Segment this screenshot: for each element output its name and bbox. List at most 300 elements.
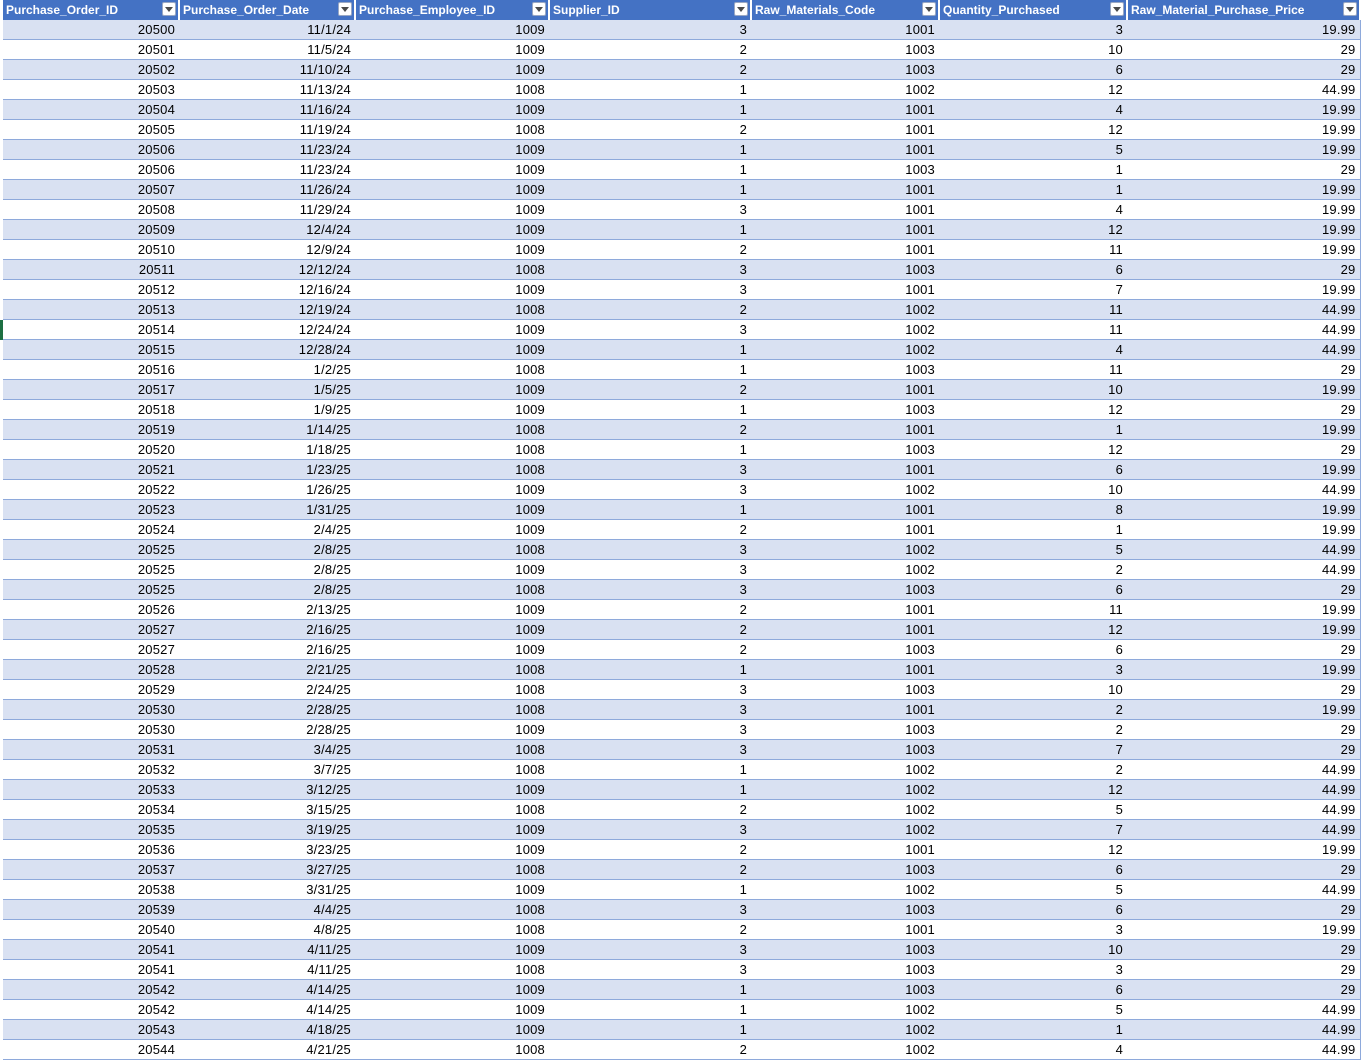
cell-purchase-employee-id[interactable]: 1009 xyxy=(355,720,549,740)
cell-raw-material-purchase-price[interactable]: 19.99 xyxy=(1127,500,1360,520)
cell-purchase-order-id[interactable]: 20542 xyxy=(3,1000,179,1020)
cell-purchase-employee-id[interactable]: 1009 xyxy=(355,780,549,800)
cell-purchase-order-id[interactable]: 20519 xyxy=(3,420,179,440)
cell-quantity-purchased[interactable]: 12 xyxy=(939,440,1127,460)
cell-purchase-employee-id[interactable]: 1009 xyxy=(355,20,549,40)
cell-quantity-purchased[interactable]: 7 xyxy=(939,280,1127,300)
cell-raw-material-purchase-price[interactable]: 29 xyxy=(1127,720,1360,740)
cell-raw-materials-code[interactable]: 1003 xyxy=(751,900,939,920)
cell-purchase-employee-id[interactable]: 1008 xyxy=(355,860,549,880)
cell-quantity-purchased[interactable]: 3 xyxy=(939,920,1127,940)
cell-quantity-purchased[interactable]: 11 xyxy=(939,300,1127,320)
cell-purchase-order-id[interactable]: 20535 xyxy=(3,820,179,840)
column-header-raw-material-purchase-price[interactable] xyxy=(1127,0,1360,20)
cell-purchase-order-id[interactable]: 20525 xyxy=(3,580,179,600)
cell-purchase-order-date[interactable]: 2/13/25 xyxy=(179,600,355,620)
cell-supplier-id[interactable]: 3 xyxy=(549,720,751,740)
cell-raw-materials-code[interactable]: 1001 xyxy=(751,460,939,480)
table-row[interactable] xyxy=(3,160,1360,180)
cell-quantity-purchased[interactable]: 2 xyxy=(939,760,1127,780)
cell-quantity-purchased[interactable]: 5 xyxy=(939,1000,1127,1020)
cell-quantity-purchased[interactable]: 4 xyxy=(939,100,1127,120)
cell-purchase-order-id[interactable]: 20527 xyxy=(3,640,179,660)
cell-purchase-order-id[interactable]: 20538 xyxy=(3,880,179,900)
cell-purchase-employee-id[interactable]: 1008 xyxy=(355,960,549,980)
table-row[interactable] xyxy=(3,880,1360,900)
cell-supplier-id[interactable]: 2 xyxy=(549,120,751,140)
cell-purchase-order-date[interactable]: 11/26/24 xyxy=(179,180,355,200)
cell-purchase-order-date[interactable]: 2/16/25 xyxy=(179,640,355,660)
cell-purchase-order-id[interactable]: 20523 xyxy=(3,500,179,520)
cell-purchase-employee-id[interactable]: 1009 xyxy=(355,400,549,420)
cell-supplier-id[interactable]: 3 xyxy=(549,680,751,700)
cell-quantity-purchased[interactable]: 6 xyxy=(939,860,1127,880)
cell-quantity-purchased[interactable]: 6 xyxy=(939,980,1127,1000)
cell-raw-materials-code[interactable]: 1001 xyxy=(751,600,939,620)
cell-supplier-id[interactable]: 1 xyxy=(549,1000,751,1020)
cell-purchase-order-id[interactable]: 20530 xyxy=(3,700,179,720)
cell-quantity-purchased[interactable]: 6 xyxy=(939,260,1127,280)
table-row[interactable] xyxy=(3,60,1360,80)
cell-raw-material-purchase-price[interactable]: 29 xyxy=(1127,160,1360,180)
cell-raw-materials-code[interactable]: 1003 xyxy=(751,440,939,460)
table-row[interactable] xyxy=(3,420,1360,440)
cell-purchase-order-id[interactable]: 20542 xyxy=(3,980,179,1000)
cell-purchase-order-id[interactable]: 20506 xyxy=(3,140,179,160)
cell-raw-materials-code[interactable]: 1003 xyxy=(751,980,939,1000)
cell-raw-material-purchase-price[interactable]: 19.99 xyxy=(1127,520,1360,540)
cell-raw-material-purchase-price[interactable]: 29 xyxy=(1127,40,1360,60)
cell-quantity-purchased[interactable]: 5 xyxy=(939,140,1127,160)
cell-raw-materials-code[interactable]: 1003 xyxy=(751,640,939,660)
cell-raw-materials-code[interactable]: 1002 xyxy=(751,780,939,800)
cell-quantity-purchased[interactable]: 1 xyxy=(939,520,1127,540)
cell-raw-materials-code[interactable]: 1001 xyxy=(751,700,939,720)
table-row[interactable] xyxy=(3,500,1360,520)
cell-raw-material-purchase-price[interactable]: 29 xyxy=(1127,860,1360,880)
cell-raw-material-purchase-price[interactable]: 44.99 xyxy=(1127,300,1360,320)
cell-raw-materials-code[interactable]: 1001 xyxy=(751,840,939,860)
cell-purchase-employee-id[interactable]: 1009 xyxy=(355,480,549,500)
cell-purchase-order-date[interactable]: 2/24/25 xyxy=(179,680,355,700)
cell-quantity-purchased[interactable]: 12 xyxy=(939,120,1127,140)
cell-purchase-order-id[interactable]: 20527 xyxy=(3,620,179,640)
cell-purchase-order-date[interactable]: 1/5/25 xyxy=(179,380,355,400)
cell-raw-materials-code[interactable]: 1001 xyxy=(751,500,939,520)
cell-purchase-employee-id[interactable]: 1009 xyxy=(355,600,549,620)
table-row[interactable] xyxy=(3,300,1360,320)
cell-supplier-id[interactable]: 1 xyxy=(549,360,751,380)
cell-purchase-employee-id[interactable]: 1009 xyxy=(355,1020,549,1040)
table-row[interactable] xyxy=(3,700,1360,720)
cell-quantity-purchased[interactable]: 2 xyxy=(939,720,1127,740)
cell-purchase-order-id[interactable]: 20536 xyxy=(3,840,179,860)
cell-supplier-id[interactable]: 3 xyxy=(549,20,751,40)
cell-purchase-order-date[interactable]: 3/23/25 xyxy=(179,840,355,860)
cell-quantity-purchased[interactable]: 6 xyxy=(939,640,1127,660)
cell-purchase-order-id[interactable]: 20541 xyxy=(3,940,179,960)
cell-purchase-employee-id[interactable]: 1009 xyxy=(355,880,549,900)
cell-raw-material-purchase-price[interactable]: 19.99 xyxy=(1127,460,1360,480)
column-header-purchase-employee-id[interactable] xyxy=(355,0,549,20)
cell-raw-material-purchase-price[interactable]: 29 xyxy=(1127,400,1360,420)
cell-purchase-order-id[interactable]: 20501 xyxy=(3,40,179,60)
cell-raw-materials-code[interactable]: 1002 xyxy=(751,1020,939,1040)
cell-supplier-id[interactable]: 3 xyxy=(549,280,751,300)
cell-purchase-employee-id[interactable]: 1009 xyxy=(355,520,549,540)
cell-supplier-id[interactable]: 1 xyxy=(549,760,751,780)
cell-raw-material-purchase-price[interactable]: 19.99 xyxy=(1127,700,1360,720)
cell-purchase-employee-id[interactable]: 1008 xyxy=(355,120,549,140)
cell-purchase-order-date[interactable]: 12/28/24 xyxy=(179,340,355,360)
cell-quantity-purchased[interactable]: 6 xyxy=(939,460,1127,480)
cell-quantity-purchased[interactable]: 4 xyxy=(939,1040,1127,1060)
cell-raw-materials-code[interactable]: 1002 xyxy=(751,300,939,320)
cell-purchase-employee-id[interactable]: 1009 xyxy=(355,1000,549,1020)
cell-purchase-order-date[interactable]: 12/12/24 xyxy=(179,260,355,280)
cell-purchase-order-id[interactable]: 20517 xyxy=(3,380,179,400)
cell-raw-material-purchase-price[interactable]: 44.99 xyxy=(1127,780,1360,800)
cell-quantity-purchased[interactable]: 2 xyxy=(939,560,1127,580)
cell-raw-materials-code[interactable]: 1001 xyxy=(751,620,939,640)
cell-purchase-order-id[interactable]: 20518 xyxy=(3,400,179,420)
cell-quantity-purchased[interactable]: 10 xyxy=(939,40,1127,60)
cell-purchase-order-id[interactable]: 20508 xyxy=(3,200,179,220)
table-row[interactable] xyxy=(3,480,1360,500)
table-row[interactable] xyxy=(3,340,1360,360)
table-row[interactable] xyxy=(3,120,1360,140)
cell-raw-material-purchase-price[interactable]: 29 xyxy=(1127,580,1360,600)
cell-raw-materials-code[interactable]: 1003 xyxy=(751,60,939,80)
cell-purchase-order-date[interactable]: 1/31/25 xyxy=(179,500,355,520)
cell-quantity-purchased[interactable]: 8 xyxy=(939,500,1127,520)
cell-purchase-employee-id[interactable]: 1009 xyxy=(355,180,549,200)
cell-purchase-employee-id[interactable]: 1008 xyxy=(355,440,549,460)
cell-raw-material-purchase-price[interactable]: 44.99 xyxy=(1127,760,1360,780)
column-header-supplier-id[interactable] xyxy=(549,0,751,20)
cell-raw-material-purchase-price[interactable]: 19.99 xyxy=(1127,200,1360,220)
cell-purchase-employee-id[interactable]: 1009 xyxy=(355,40,549,60)
cell-supplier-id[interactable]: 1 xyxy=(549,780,751,800)
cell-raw-material-purchase-price[interactable]: 19.99 xyxy=(1127,380,1360,400)
cell-purchase-order-id[interactable]: 20530 xyxy=(3,720,179,740)
cell-raw-materials-code[interactable]: 1001 xyxy=(751,100,939,120)
table-row[interactable] xyxy=(3,620,1360,640)
cell-raw-materials-code[interactable]: 1001 xyxy=(751,140,939,160)
cell-supplier-id[interactable]: 3 xyxy=(549,940,751,960)
cell-raw-material-purchase-price[interactable]: 19.99 xyxy=(1127,120,1360,140)
cell-raw-materials-code[interactable]: 1001 xyxy=(751,240,939,260)
cell-purchase-order-id[interactable]: 20504 xyxy=(3,100,179,120)
cell-raw-material-purchase-price[interactable]: 44.99 xyxy=(1127,820,1360,840)
table-row[interactable] xyxy=(3,940,1360,960)
cell-purchase-order-date[interactable]: 12/16/24 xyxy=(179,280,355,300)
cell-purchase-order-date[interactable]: 3/7/25 xyxy=(179,760,355,780)
table-row[interactable] xyxy=(3,560,1360,580)
column-header-purchase-order-id[interactable] xyxy=(3,0,179,20)
cell-supplier-id[interactable]: 3 xyxy=(549,820,751,840)
cell-supplier-id[interactable]: 1 xyxy=(549,160,751,180)
cell-quantity-purchased[interactable]: 11 xyxy=(939,240,1127,260)
table-row[interactable] xyxy=(3,540,1360,560)
cell-purchase-employee-id[interactable]: 1009 xyxy=(355,60,549,80)
cell-raw-materials-code[interactable]: 1001 xyxy=(751,660,939,680)
cell-purchase-employee-id[interactable]: 1009 xyxy=(355,320,549,340)
cell-purchase-order-id[interactable]: 20511 xyxy=(3,260,179,280)
cell-purchase-order-id[interactable]: 20537 xyxy=(3,860,179,880)
cell-purchase-order-date[interactable]: 11/23/24 xyxy=(179,140,355,160)
cell-supplier-id[interactable]: 1 xyxy=(549,220,751,240)
cell-raw-material-purchase-price[interactable]: 44.99 xyxy=(1127,320,1360,340)
cell-purchase-employee-id[interactable]: 1008 xyxy=(355,300,549,320)
table-row[interactable] xyxy=(3,1040,1360,1060)
cell-raw-material-purchase-price[interactable]: 44.99 xyxy=(1127,540,1360,560)
cell-purchase-order-date[interactable]: 3/31/25 xyxy=(179,880,355,900)
cell-supplier-id[interactable]: 3 xyxy=(549,200,751,220)
cell-purchase-order-date[interactable]: 3/19/25 xyxy=(179,820,355,840)
table-row[interactable] xyxy=(3,360,1360,380)
cell-quantity-purchased[interactable]: 3 xyxy=(939,660,1127,680)
table-row[interactable] xyxy=(3,580,1360,600)
cell-quantity-purchased[interactable]: 2 xyxy=(939,700,1127,720)
cell-supplier-id[interactable]: 2 xyxy=(549,1040,751,1060)
cell-raw-materials-code[interactable]: 1002 xyxy=(751,560,939,580)
cell-supplier-id[interactable]: 1 xyxy=(549,660,751,680)
cell-purchase-order-date[interactable]: 12/24/24 xyxy=(179,320,355,340)
cell-raw-materials-code[interactable]: 1003 xyxy=(751,260,939,280)
cell-raw-material-purchase-price[interactable]: 19.99 xyxy=(1127,20,1360,40)
table-row[interactable] xyxy=(3,520,1360,540)
table-row[interactable] xyxy=(3,180,1360,200)
table-row[interactable] xyxy=(3,600,1360,620)
cell-supplier-id[interactable]: 3 xyxy=(549,540,751,560)
cell-purchase-order-id[interactable]: 20526 xyxy=(3,600,179,620)
cell-purchase-employee-id[interactable]: 1008 xyxy=(355,740,549,760)
cell-raw-materials-code[interactable]: 1002 xyxy=(751,340,939,360)
table-row[interactable] xyxy=(3,280,1360,300)
cell-purchase-employee-id[interactable]: 1008 xyxy=(355,260,549,280)
cell-raw-material-purchase-price[interactable]: 44.99 xyxy=(1127,80,1360,100)
table-row[interactable] xyxy=(3,320,1360,340)
cell-purchase-order-date[interactable]: 11/5/24 xyxy=(179,40,355,60)
cell-purchase-employee-id[interactable]: 1008 xyxy=(355,80,549,100)
cell-quantity-purchased[interactable]: 6 xyxy=(939,900,1127,920)
cell-purchase-order-date[interactable]: 11/16/24 xyxy=(179,100,355,120)
cell-raw-material-purchase-price[interactable]: 44.99 xyxy=(1127,1040,1360,1060)
cell-purchase-order-id[interactable]: 20521 xyxy=(3,460,179,480)
cell-raw-materials-code[interactable]: 1003 xyxy=(751,680,939,700)
cell-purchase-order-id[interactable]: 20534 xyxy=(3,800,179,820)
cell-purchase-order-date[interactable]: 2/8/25 xyxy=(179,560,355,580)
cell-purchase-order-id[interactable]: 20503 xyxy=(3,80,179,100)
cell-purchase-order-id[interactable]: 20525 xyxy=(3,560,179,580)
cell-purchase-employee-id[interactable]: 1008 xyxy=(355,420,549,440)
cell-raw-material-purchase-price[interactable]: 19.99 xyxy=(1127,920,1360,940)
cell-raw-material-purchase-price[interactable]: 44.99 xyxy=(1127,480,1360,500)
table-row[interactable] xyxy=(3,840,1360,860)
cell-raw-material-purchase-price[interactable]: 29 xyxy=(1127,440,1360,460)
cell-supplier-id[interactable]: 3 xyxy=(549,580,751,600)
cell-supplier-id[interactable]: 3 xyxy=(549,460,751,480)
cell-supplier-id[interactable]: 3 xyxy=(549,900,751,920)
cell-purchase-order-date[interactable]: 3/4/25 xyxy=(179,740,355,760)
cell-purchase-order-id[interactable]: 20543 xyxy=(3,1020,179,1040)
cell-raw-materials-code[interactable]: 1001 xyxy=(751,200,939,220)
cell-supplier-id[interactable]: 2 xyxy=(549,380,751,400)
cell-purchase-order-id[interactable]: 20520 xyxy=(3,440,179,460)
cell-purchase-order-id[interactable]: 20507 xyxy=(3,180,179,200)
cell-purchase-order-date[interactable]: 12/19/24 xyxy=(179,300,355,320)
cell-purchase-order-date[interactable]: 2/28/25 xyxy=(179,700,355,720)
table-row[interactable] xyxy=(3,800,1360,820)
table-row[interactable] xyxy=(3,660,1360,680)
cell-purchase-order-id[interactable]: 20506 xyxy=(3,160,179,180)
cell-purchase-order-date[interactable]: 12/9/24 xyxy=(179,240,355,260)
cell-quantity-purchased[interactable]: 12 xyxy=(939,80,1127,100)
cell-supplier-id[interactable]: 3 xyxy=(549,740,751,760)
cell-quantity-purchased[interactable]: 5 xyxy=(939,800,1127,820)
cell-supplier-id[interactable]: 3 xyxy=(549,320,751,340)
cell-quantity-purchased[interactable]: 7 xyxy=(939,820,1127,840)
cell-purchase-order-date[interactable]: 4/4/25 xyxy=(179,900,355,920)
column-header-quantity-purchased[interactable] xyxy=(939,0,1127,20)
table-row[interactable] xyxy=(3,400,1360,420)
cell-raw-materials-code[interactable]: 1003 xyxy=(751,740,939,760)
cell-purchase-order-date[interactable]: 1/2/25 xyxy=(179,360,355,380)
table-row[interactable] xyxy=(3,640,1360,660)
cell-raw-material-purchase-price[interactable]: 19.99 xyxy=(1127,100,1360,120)
cell-purchase-order-date[interactable]: 2/8/25 xyxy=(179,580,355,600)
table-row[interactable] xyxy=(3,220,1360,240)
cell-purchase-employee-id[interactable]: 1009 xyxy=(355,620,549,640)
cell-purchase-order-id[interactable]: 20533 xyxy=(3,780,179,800)
cell-raw-materials-code[interactable]: 1002 xyxy=(751,480,939,500)
cell-raw-material-purchase-price[interactable]: 44.99 xyxy=(1127,1000,1360,1020)
cell-supplier-id[interactable]: 2 xyxy=(549,420,751,440)
cell-purchase-order-date[interactable]: 2/4/25 xyxy=(179,520,355,540)
cell-purchase-employee-id[interactable]: 1009 xyxy=(355,280,549,300)
cell-purchase-order-id[interactable]: 20540 xyxy=(3,920,179,940)
cell-raw-material-purchase-price[interactable]: 19.99 xyxy=(1127,220,1360,240)
cell-raw-materials-code[interactable]: 1002 xyxy=(751,540,939,560)
cell-supplier-id[interactable]: 2 xyxy=(549,640,751,660)
cell-quantity-purchased[interactable]: 5 xyxy=(939,540,1127,560)
cell-purchase-employee-id[interactable]: 1009 xyxy=(355,100,549,120)
cell-purchase-order-id[interactable]: 20502 xyxy=(3,60,179,80)
cell-supplier-id[interactable]: 3 xyxy=(549,960,751,980)
table-row[interactable] xyxy=(3,20,1360,40)
cell-purchase-order-date[interactable]: 4/11/25 xyxy=(179,940,355,960)
cell-purchase-order-id[interactable]: 20505 xyxy=(3,120,179,140)
cell-raw-materials-code[interactable]: 1001 xyxy=(751,20,939,40)
cell-purchase-order-date[interactable]: 4/21/25 xyxy=(179,1040,355,1060)
cell-supplier-id[interactable]: 1 xyxy=(549,180,751,200)
table-row[interactable] xyxy=(3,960,1360,980)
cell-raw-materials-code[interactable]: 1002 xyxy=(751,820,939,840)
cell-purchase-employee-id[interactable]: 1008 xyxy=(355,660,549,680)
cell-purchase-order-id[interactable]: 20528 xyxy=(3,660,179,680)
cell-purchase-order-date[interactable]: 2/8/25 xyxy=(179,540,355,560)
cell-raw-material-purchase-price[interactable]: 29 xyxy=(1127,60,1360,80)
cell-raw-materials-code[interactable]: 1001 xyxy=(751,280,939,300)
cell-purchase-employee-id[interactable]: 1008 xyxy=(355,580,549,600)
filter-dropdown-button[interactable] xyxy=(1110,2,1124,16)
cell-purchase-employee-id[interactable]: 1008 xyxy=(355,800,549,820)
cell-supplier-id[interactable]: 1 xyxy=(549,880,751,900)
cell-supplier-id[interactable]: 2 xyxy=(549,840,751,860)
cell-purchase-employee-id[interactable]: 1009 xyxy=(355,240,549,260)
cell-purchase-order-date[interactable]: 11/13/24 xyxy=(179,80,355,100)
cell-purchase-order-id[interactable]: 20516 xyxy=(3,360,179,380)
cell-purchase-order-date[interactable]: 1/23/25 xyxy=(179,460,355,480)
cell-purchase-order-date[interactable]: 1/14/25 xyxy=(179,420,355,440)
cell-raw-material-purchase-price[interactable]: 19.99 xyxy=(1127,280,1360,300)
table-row[interactable] xyxy=(3,980,1360,1000)
cell-supplier-id[interactable]: 1 xyxy=(549,400,751,420)
cell-purchase-order-date[interactable]: 11/1/24 xyxy=(179,20,355,40)
cell-purchase-employee-id[interactable]: 1008 xyxy=(355,900,549,920)
table-row[interactable] xyxy=(3,920,1360,940)
cell-raw-material-purchase-price[interactable]: 19.99 xyxy=(1127,240,1360,260)
cell-quantity-purchased[interactable]: 1 xyxy=(939,180,1127,200)
cell-purchase-employee-id[interactable]: 1008 xyxy=(355,700,549,720)
table-row[interactable] xyxy=(3,380,1360,400)
filter-dropdown-button[interactable] xyxy=(734,2,748,16)
cell-purchase-order-id[interactable]: 20531 xyxy=(3,740,179,760)
cell-purchase-employee-id[interactable]: 1008 xyxy=(355,680,549,700)
cell-raw-materials-code[interactable]: 1003 xyxy=(751,40,939,60)
cell-quantity-purchased[interactable]: 6 xyxy=(939,580,1127,600)
cell-supplier-id[interactable]: 2 xyxy=(549,600,751,620)
cell-purchase-order-id[interactable]: 20512 xyxy=(3,280,179,300)
cell-quantity-purchased[interactable]: 10 xyxy=(939,480,1127,500)
cell-raw-material-purchase-price[interactable]: 29 xyxy=(1127,680,1360,700)
cell-raw-material-purchase-price[interactable]: 29 xyxy=(1127,900,1360,920)
table-row[interactable] xyxy=(3,860,1360,880)
cell-raw-materials-code[interactable]: 1001 xyxy=(751,380,939,400)
table-row[interactable] xyxy=(3,240,1360,260)
cell-supplier-id[interactable]: 1 xyxy=(549,140,751,160)
cell-raw-materials-code[interactable]: 1002 xyxy=(751,320,939,340)
cell-supplier-id[interactable]: 1 xyxy=(549,980,751,1000)
cell-supplier-id[interactable]: 3 xyxy=(549,560,751,580)
column-header-raw-materials-code[interactable] xyxy=(751,0,939,20)
cell-purchase-order-id[interactable]: 20544 xyxy=(3,1040,179,1060)
cell-raw-material-purchase-price[interactable]: 29 xyxy=(1127,940,1360,960)
cell-purchase-employee-id[interactable]: 1009 xyxy=(355,980,549,1000)
cell-raw-materials-code[interactable]: 1003 xyxy=(751,400,939,420)
table-row[interactable] xyxy=(3,100,1360,120)
cell-purchase-employee-id[interactable]: 1009 xyxy=(355,840,549,860)
cell-raw-material-purchase-price[interactable]: 44.99 xyxy=(1127,1020,1360,1040)
cell-quantity-purchased[interactable]: 10 xyxy=(939,940,1127,960)
cell-raw-material-purchase-price[interactable]: 44.99 xyxy=(1127,880,1360,900)
cell-purchase-order-date[interactable]: 11/23/24 xyxy=(179,160,355,180)
cell-purchase-order-date[interactable]: 4/18/25 xyxy=(179,1020,355,1040)
cell-supplier-id[interactable]: 2 xyxy=(549,520,751,540)
table-row[interactable] xyxy=(3,900,1360,920)
cell-supplier-id[interactable]: 2 xyxy=(549,300,751,320)
cell-purchase-employee-id[interactable]: 1008 xyxy=(355,1040,549,1060)
cell-raw-material-purchase-price[interactable]: 29 xyxy=(1127,260,1360,280)
cell-purchase-order-id[interactable]: 20510 xyxy=(3,240,179,260)
cell-raw-materials-code[interactable]: 1003 xyxy=(751,580,939,600)
cell-purchase-order-id[interactable]: 20513 xyxy=(3,300,179,320)
cell-purchase-employee-id[interactable]: 1009 xyxy=(355,160,549,180)
cell-quantity-purchased[interactable]: 4 xyxy=(939,340,1127,360)
cell-raw-material-purchase-price[interactable]: 44.99 xyxy=(1127,340,1360,360)
cell-purchase-order-date[interactable]: 1/26/25 xyxy=(179,480,355,500)
